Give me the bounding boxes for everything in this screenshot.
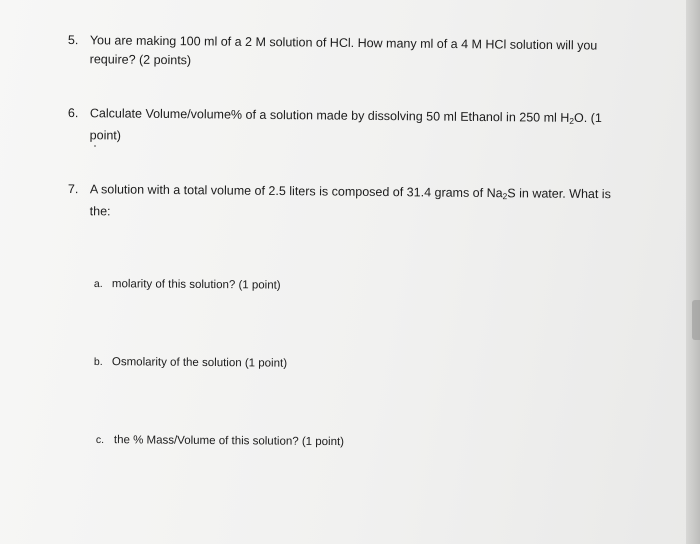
subquestion-text: Osmolarity of the solution (1 point) bbox=[111, 356, 288, 370]
question-number: 6. bbox=[67, 105, 79, 121]
question-7 bbox=[68, 180, 611, 226]
subquestion-text: the % Mass/Volume of this solution? (1 point) bbox=[113, 434, 345, 449]
monitor-notch bbox=[692, 300, 700, 340]
monitor-edge bbox=[686, 0, 700, 544]
question-number: 5. bbox=[67, 32, 79, 48]
subquestion-a bbox=[94, 276, 281, 294]
question-6 bbox=[68, 104, 602, 150]
subquestion-b bbox=[94, 354, 287, 372]
question-number: 7. bbox=[67, 181, 79, 197]
subquestion-letter: a. bbox=[93, 277, 103, 291]
question-text-line-1: Calculate Volume/volume% of a solution made by dissolving 50 ml Ethanol in 250 ml $H_2O$. (1 bbox=[89, 106, 602, 126]
subquestion-c bbox=[96, 432, 344, 450]
question-5 bbox=[68, 31, 598, 75]
pen-mark bbox=[94, 145, 96, 147]
question-text-line-2: require? (2 points) bbox=[89, 52, 192, 68]
question-text-line-2: the: bbox=[89, 204, 111, 219]
subquestion-letter: b. bbox=[93, 355, 103, 369]
question-text-line-1: A solution with a total volume of 2.5 liters is composed of 31.4 grams of $Na_2S$ in water. What is bbox=[89, 182, 611, 202]
subquestion-text: molarity of this solution? (1 point) bbox=[111, 278, 281, 292]
subquestion-letter: c. bbox=[95, 433, 105, 447]
question-text-line-2: point) bbox=[89, 128, 122, 143]
question-text-line-1: You are making 100 ml of a 2 M solution of HCl. How many ml of a 4 M HCl solution will you bbox=[89, 33, 598, 53]
